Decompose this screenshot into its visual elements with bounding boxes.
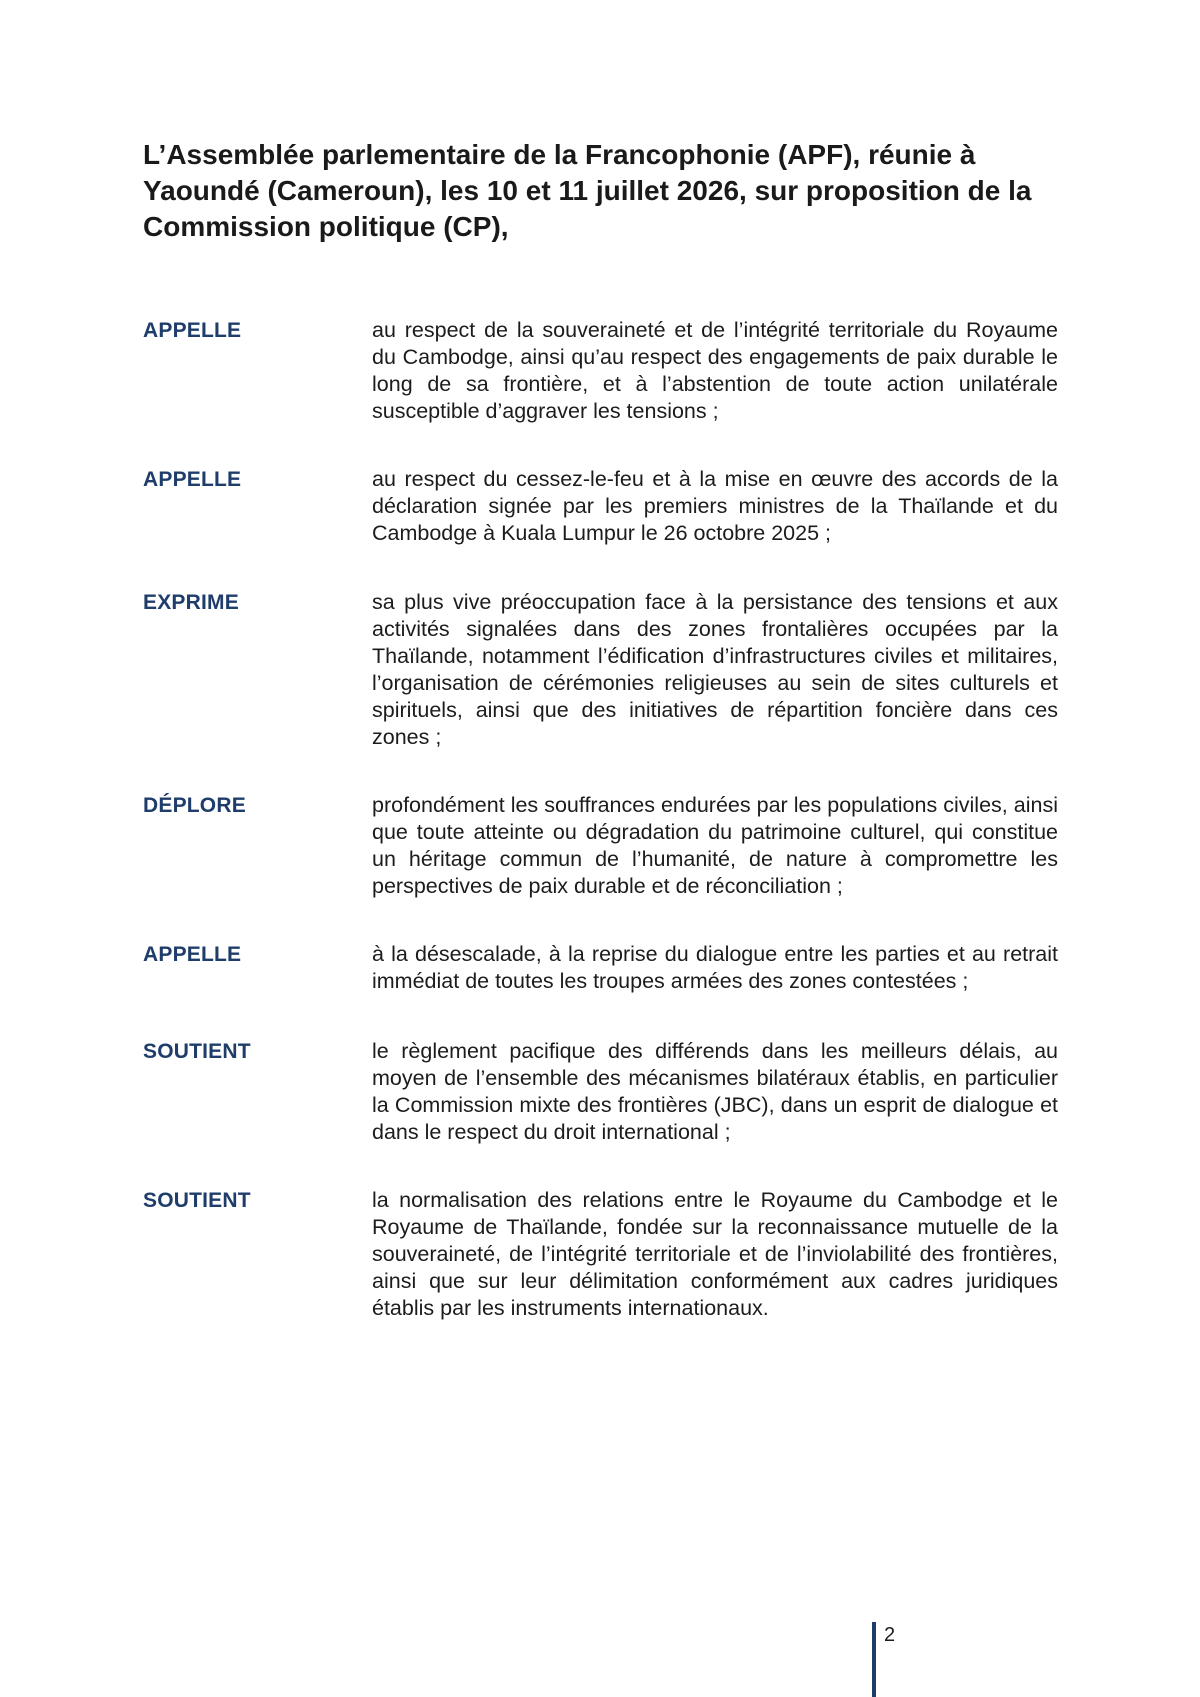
clause-text: sa plus vive préoccupation face à la persistance des tensions et aux activités signalées dans des zones frontalières occupées par la Thaïlande, notamment l’édification d’infrastructures civiles et militaires, l’organisation de cérémonies religieuses au sein de sites culturels et spirituels, ainsi que des initiatives de répartition foncière dans ces zones ; [372, 590, 1058, 749]
preamble: L’Assemblée parlementaire de la Francophonie (APF), réunie à Yaoundé (Cameroun), les 10 et 11 juillet 2026, sur proposition de la Commission politique (CP), [143, 139, 1032, 242]
clause-text: profondément les souffrances endurées par les populations civiles, ainsi que toute atteinte ou dégradation du patrimoine culturel, qui constitue un héritage commun de l’humanité, de nature à compromettre les perspectives de paix durable et de réconciliation ; [372, 793, 1058, 898]
footer-accent-bar [872, 1622, 876, 1697]
clause-keyword: APPELLE [143, 319, 242, 342]
clause-keyword: APPELLE [143, 943, 242, 966]
clause-text: la normalisation des relations entre le Royaume du Cambodge et le Royaume de Thaïlande, fondée sur la reconnaissance mutuelle de la souveraineté, de l’intégrité territoriale et de l’inviolabilité des frontières, ainsi que sur leur délimitation conformément aux cadres juridiques établis par les instruments internationaux. [372, 1188, 1058, 1320]
clause-text: le règlement pacifique des différends dans les meilleurs délais, au moyen de l’ensemble des mécanismes bilatéraux établis, en particulier la Commission mixte des frontières (JBC), dans un esprit de dialogue et dans le respect du droit international ; [372, 1039, 1058, 1144]
page-number: 2 [884, 1624, 896, 1646]
clause-keyword: APPELLE [143, 468, 242, 491]
clause-keyword: EXPRIME [143, 591, 239, 614]
clause-keyword: SOUTIENT [143, 1040, 251, 1063]
clause-text: au respect du cessez-le-feu et à la mise en œuvre des accords de la déclaration signée par les premiers ministres de la Thaïlande et du Cambodge à Kuala Lumpur le 26 octobre 2025 ; [372, 467, 1058, 545]
clause-keyword: SOUTIENT [143, 1189, 251, 1212]
clause-keyword: DÉPLORE [143, 794, 246, 817]
clause-text: à la désescalade, à la reprise du dialogue entre les parties et au retrait immédiat de toutes les troupes armées des zones contestées ; [372, 942, 1058, 993]
clause-text: au respect de la souveraineté et de l’intégrité territoriale du Royaume du Cambodge, ainsi qu’au respect des engagements de paix durable le long de sa frontière, et à l’abstention de toute action unilatérale susceptible d’aggraver les tensions ; [372, 318, 1058, 423]
